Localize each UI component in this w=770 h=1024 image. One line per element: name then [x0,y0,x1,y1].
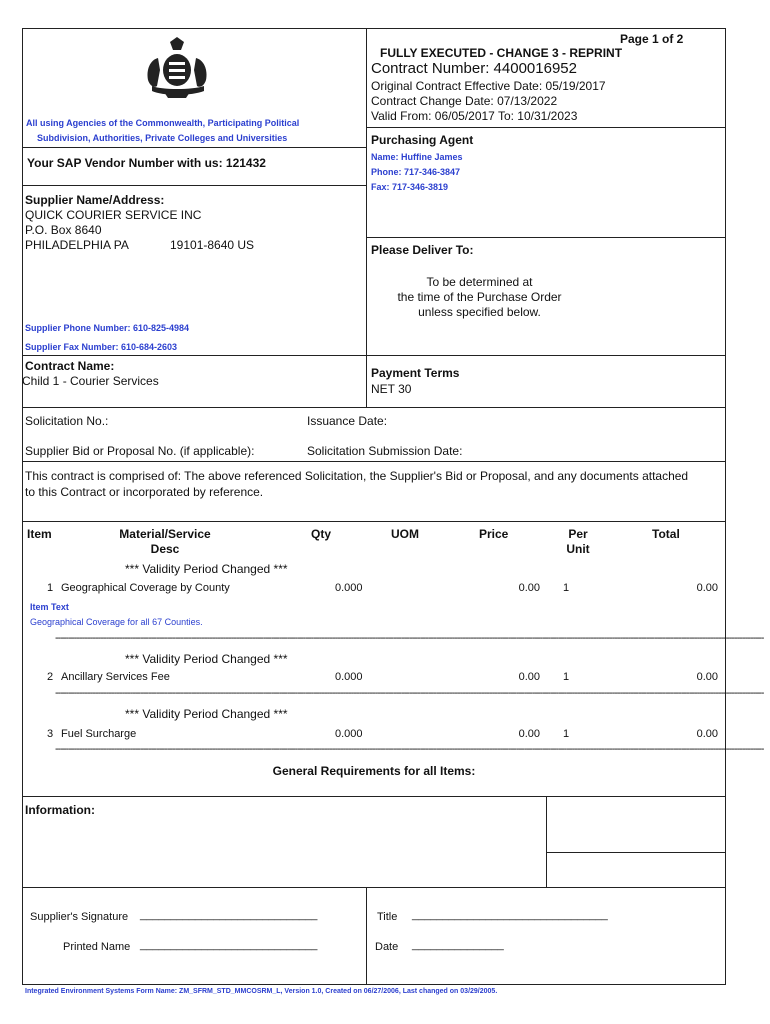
supplier-phone: Supplier Phone Number: 610-825-4984 [25,323,190,333]
col-uom: UOM [391,527,419,541]
title-line[interactable]: ________________________________ [412,909,608,921]
supplier-zip: 19101-8640 US [170,238,255,252]
col-material: Material/Service [119,527,211,541]
title-label: Title [377,911,398,923]
row-total: 0.00 [696,671,718,683]
row-qty: 0.000 [335,671,363,683]
col-item: Item [27,527,52,541]
supplier-name: QUICK COURIER SERVICE INC [25,208,202,222]
col-qty: Qty [311,527,332,541]
deliver-line3: unless specified below. [418,305,541,319]
col-unit: Unit [566,542,590,556]
submission-date: Solicitation Submission Date: [307,444,463,458]
row-qty: 0.000 [335,728,363,740]
col-total: Total [652,527,680,541]
row-price: 0.00 [518,671,540,683]
row-total: 0.00 [696,728,718,740]
validity-note: *** Validity Period Changed *** [125,652,288,666]
supplier-signature-label: Supplier's Signature [30,911,129,923]
item-text-label: Item Text [30,602,69,612]
issuance-date: Issuance Date: [307,414,388,428]
contract-name-heading: Contract Name: [25,359,115,373]
sap-vendor-number: Your SAP Vendor Number with us: 121432 [27,156,266,170]
validity-note: *** Validity Period Changed *** [125,707,288,721]
printed-name-label: Printed Name [63,941,131,953]
payment-terms-heading: Payment Terms [371,366,460,380]
supplier-address: P.O. Box 8640 [25,223,102,237]
contract-comprised-line1: This contract is comprised of: The above referenced Solicitation, the Supplier's Bid or Proposal, and any documents attached [25,469,689,483]
contract-number: Contract Number: 4400016952 [371,60,577,77]
form-footer: Integrated Environment Systems Form Name: ZM_SFRM_STD_MMCOSRM_L, Version 1.0, Created on 06/27/2006, Last changed on 03/29/2005. [25,988,498,995]
solicitation-no: Solicitation No.: [25,414,109,428]
effective-date: Original Contract Effective Date: 05/19/2017 [371,79,606,93]
contract-name: Child 1 - Courier Services [22,374,159,388]
deliver-heading: Please Deliver To: [371,243,474,257]
agencies-line1: All using Agencies of the Commonwealth, Participating Political [26,118,300,128]
deliver-line2: the time of the Purchase Order [397,290,562,304]
date-label: Date [375,941,399,953]
row-item-number: 3 [47,728,54,740]
row-item-number: 1 [47,582,54,594]
change-date: Contract Change Date: 07/13/2022 [371,94,558,108]
dash-separator: -------------------------------------------------------------------------------------------------------------------------------------------------------------------------------------------------------------------------------------------------------------------------- [55,632,764,644]
col-desc: Desc [150,542,180,556]
supplier-city: PHILADELPHIA PA [25,238,129,252]
row-per: 1 [563,728,570,740]
row-price: 0.00 [518,728,540,740]
row-description: Geographical Coverage by County [61,582,230,594]
contract-comprised-line2: to this Contract or incorporated by reference. [25,485,264,499]
item-text: Geographical Coverage for all 67 Counties. [30,617,203,627]
row-total: 0.00 [696,582,718,594]
dash-separator: -------------------------------------------------------------------------------------------------------------------------------------------------------------------------------------------------------------------------------------------------------------------------- [55,687,764,699]
information-heading: Information: [25,803,95,817]
validity-note: *** Validity Period Changed *** [125,562,288,576]
row-description: Ancillary Services Fee [61,671,170,683]
valid-period: Valid From: 06/05/2017 To: 10/31/2023 [371,109,578,123]
date-line[interactable]: _______________ [412,939,504,951]
dash-separator: -------------------------------------------------------------------------------------------------------------------------------------------------------------------------------------------------------------------------------------------------------------------------- [55,743,764,755]
purchasing-agent-heading: Purchasing Agent [371,133,474,147]
printed-name-line[interactable]: _____________________________ [140,939,318,951]
supplier-signature-line[interactable]: _____________________________ [140,909,318,921]
bid-proposal-no: Supplier Bid or Proposal No. (if applicable): [25,444,255,458]
deliver-line1: To be determined at [426,275,533,289]
pennsylvania-seal-icon [140,36,215,98]
row-qty: 0.000 [335,582,363,594]
row-per: 1 [563,582,570,594]
row-item-number: 2 [47,671,54,683]
col-per: Per [568,527,588,541]
contract-status: FULLY EXECUTED - CHANGE 3 - REPRINT [380,46,623,60]
agencies-line2: Subdivision, Authorities, Private Colleges and Universities [37,133,288,143]
supplier-fax: Supplier Fax Number: 610-684-2603 [25,342,178,352]
general-requirements: General Requirements for all Items: [272,764,476,778]
agent-name: Name: Huffine James [371,152,463,162]
supplier-heading: Supplier Name/Address: [25,193,165,207]
row-description: Fuel Surcharge [61,728,137,740]
row-per: 1 [563,671,570,683]
agent-phone: Phone: 717-346-3847 [371,167,461,177]
page-number: Page 1 of 2 [620,32,684,46]
row-price: 0.00 [518,582,540,594]
payment-terms: NET 30 [371,382,412,396]
agent-fax: Fax: 717-346-3819 [371,182,449,192]
col-price: Price [479,527,509,541]
